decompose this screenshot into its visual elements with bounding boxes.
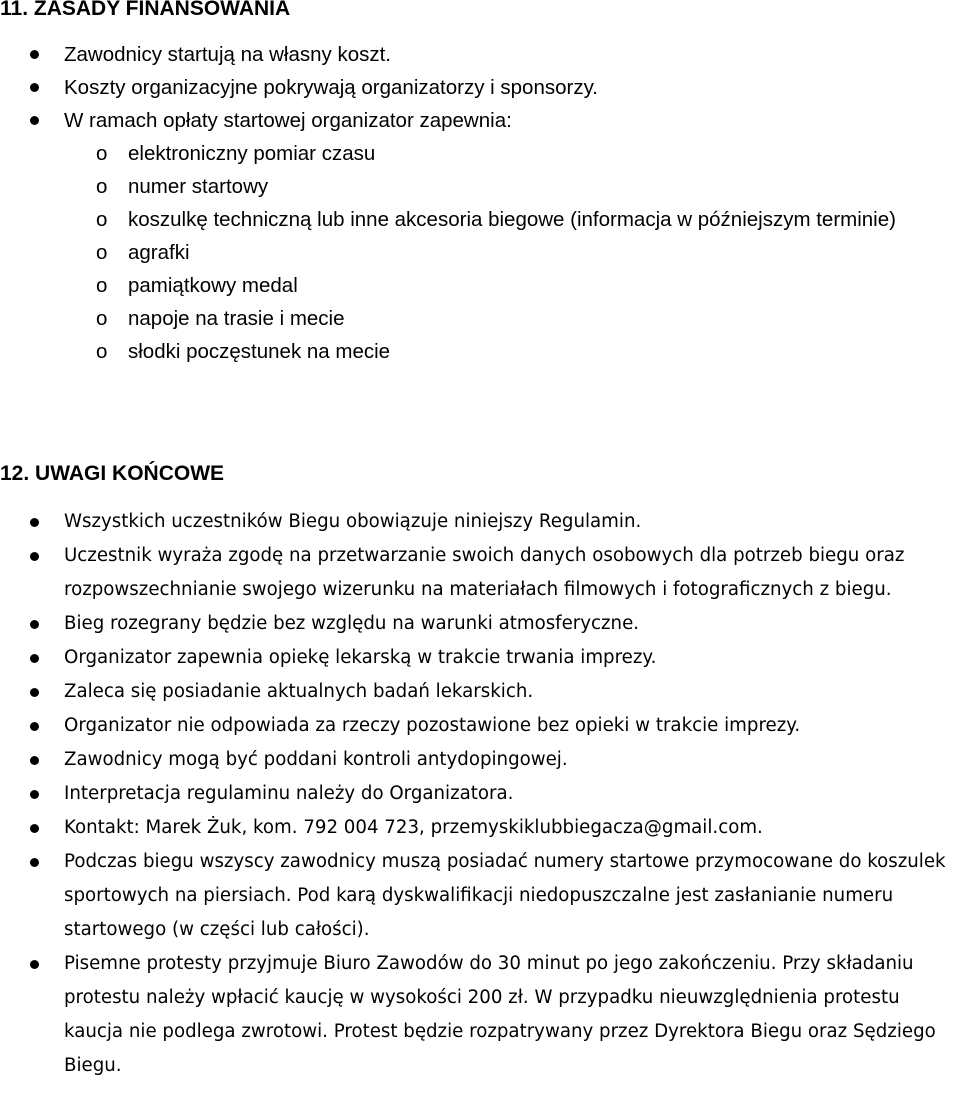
circle-bullet-icon: o [96, 241, 108, 264]
circle-bullet-icon: o [96, 307, 108, 330]
sublist-item [0, 236, 960, 269]
sublist-item [0, 203, 960, 236]
bullet-icon [30, 83, 39, 92]
list-item-text: Zaleca się posiadanie aktualnych badań lekarskich. [64, 681, 534, 702]
list-item [0, 641, 960, 675]
list-item-text: Zawodnicy mogą być poddani kontroli antydopingowej. [64, 749, 568, 770]
financing-rules-list [0, 38, 960, 368]
list-item-text: Podczas biegu wszyscy zawodnicy muszą posiadać numery startowe przymocowane do koszulek sportowych na piersiach. Pod karą dyskwalifikacji niedopuszczalne jest zasłanianie numeru startowego (w części lub całości). [64, 851, 946, 940]
section-12-heading: 12. UWAGI KOŃCOWE [0, 462, 225, 485]
bullet-icon [30, 518, 39, 527]
sublist-item-text: elektroniczny pomiar czasu [128, 142, 376, 165]
bullet-icon [30, 654, 39, 663]
entry-fee-includes-list [0, 137, 960, 368]
list-item-text: Koszty organizacyjne pokrywają organizatorzy i sponsorzy. [64, 76, 599, 99]
bullet-icon [30, 116, 39, 125]
list-item-text: Organizator nie odpowiada za rzeczy pozostawione bez opieki w trakcie imprezy. [64, 715, 801, 736]
list-item [0, 845, 960, 947]
final-remarks-list [0, 505, 960, 1083]
list-item-text: Zawodnicy startują na własny koszt. [64, 43, 391, 66]
list-item [0, 675, 960, 709]
list-item-text: Interpretacja regulaminu należy do Organizatora. [64, 783, 514, 804]
list-item [0, 104, 960, 137]
sublist-item-text: napoje na trasie i mecie [128, 307, 345, 330]
list-item [0, 505, 960, 539]
circle-bullet-icon: o [96, 142, 108, 165]
section-11-heading: 11. ZASADY FINANSOWANIA [0, 0, 291, 20]
list-item [0, 607, 960, 641]
bullet-icon [30, 824, 39, 833]
bullet-icon [30, 552, 39, 561]
list-item [0, 777, 960, 811]
bullet-icon [30, 756, 39, 765]
circle-bullet-icon: o [96, 208, 108, 231]
sublist-item-text: koszulkę techniczną lub inne akcesoria biegowe (informacja w późniejszym terminie) [128, 208, 896, 231]
list-item [0, 743, 960, 777]
bullet-icon [30, 858, 39, 867]
circle-bullet-icon: o [96, 340, 108, 363]
list-item [0, 71, 960, 104]
list-item-text: Pisemne protesty przyjmuje Biuro Zawodów do 30 minut po jego zakończeniu. Przy składaniu protestu należy wpłacić kaucję w wysokości 200 zł. W przypadku nieuwzględnienia protestu kaucja nie podlega zwrotowi. Protest będzie rozpatrywany przez Dyrektora Biegu oraz Sędziego Biegu. [64, 953, 936, 1076]
contact-text: Kontakt: Marek Żuk, kom. 792 004 723, przemyskiklubbiegacza@gmail.com. [64, 817, 763, 838]
bullet-icon [30, 722, 39, 731]
list-item [0, 947, 960, 1083]
list-item [0, 709, 960, 743]
bullet-icon [30, 790, 39, 799]
sublist-item [0, 269, 960, 302]
list-item [0, 38, 960, 71]
list-item-text: W ramach opłaty startowej organizator zapewnia: [64, 109, 512, 132]
sublist-item-text: pamiątkowy medal [128, 274, 298, 297]
bullet-icon [30, 960, 39, 969]
sublist-item [0, 170, 960, 203]
bullet-icon [30, 620, 39, 629]
circle-bullet-icon: o [96, 175, 108, 198]
sublist-item-text: agrafki [128, 241, 190, 264]
list-item-text: Wszystkich uczestników Biegu obowiązuje niniejszy Regulamin. [64, 511, 642, 532]
list-item-text: Uczestnik wyraża zgodę na przetwarzanie swoich danych osobowych dla potrzeb biegu oraz rozpowszechnianie swojego wizerunku na materiałach filmowych i fotograficznych z biegu. [64, 545, 905, 600]
contact-item [0, 811, 960, 845]
sublist-item-text: numer startowy [128, 175, 269, 198]
sublist-container [0, 137, 960, 368]
list-item [0, 539, 960, 607]
list-item-text: Organizator zapewnia opiekę lekarską w trakcie trwania imprezy. [64, 647, 657, 668]
bullet-icon [30, 50, 39, 59]
sublist-item [0, 302, 960, 335]
list-item-text: Bieg rozegrany będzie bez względu na warunki atmosferyczne. [64, 613, 640, 634]
sublist-item [0, 335, 960, 368]
sublist-item-text: słodki poczęstunek na mecie [128, 340, 391, 363]
circle-bullet-icon: o [96, 274, 108, 297]
bullet-icon [30, 688, 39, 697]
sublist-item [0, 137, 960, 170]
